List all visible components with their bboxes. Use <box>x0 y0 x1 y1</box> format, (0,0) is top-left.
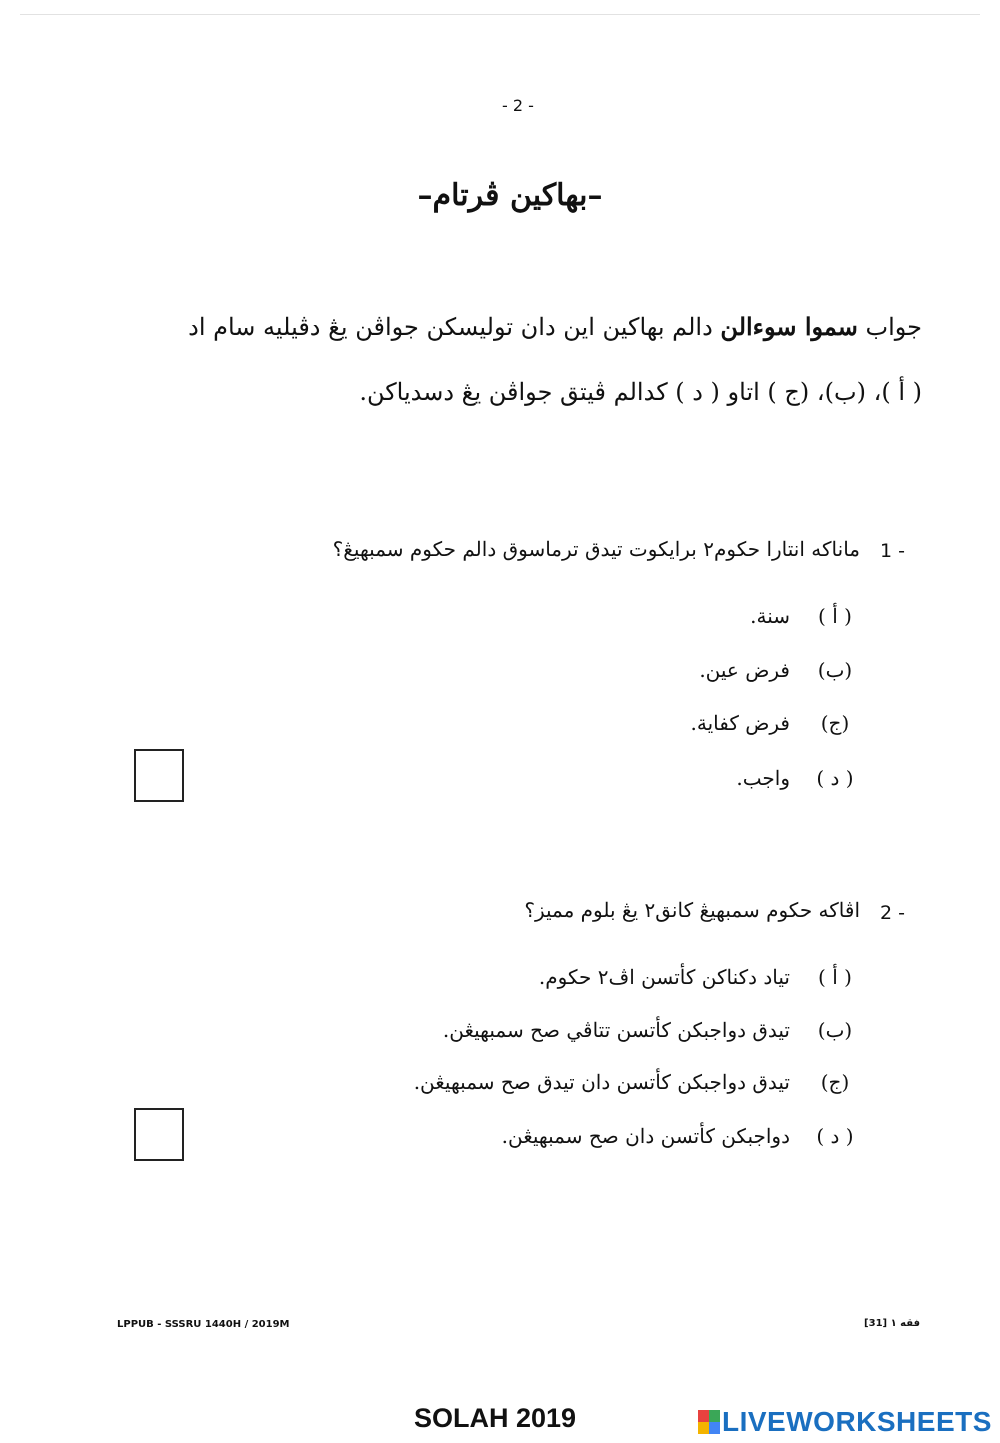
option-letter: ( أ ) <box>818 604 852 628</box>
option-text: فرض كفاية. <box>690 711 790 735</box>
option-text: سنة. <box>750 604 790 628</box>
option-letter: (ج) <box>820 711 850 735</box>
option-text: فرض عين. <box>699 658 790 682</box>
brand-name: LIVEWORKSHEETS <box>722 1406 992 1437</box>
instruction-line-2: ( أ )، (ب)، (ج ) اتاو ( د ) كدالم ڤيتق جواڤن يڠ دسدياكن. <box>359 378 922 406</box>
question-number: 2 - <box>880 902 905 924</box>
instruction-text: جواب <box>857 313 922 341</box>
question-text: اڤاكه حكوم سمبهيڠ كانق٢ يڠ بلوم مميز؟ <box>524 898 860 922</box>
option-text: واجب. <box>736 766 790 790</box>
footer-exam-code: LPPUB - SSSRU 1440H / 2019M <box>117 1319 290 1330</box>
logo-tile <box>698 1422 709 1434</box>
option-text: تيدق دواجبكن كأتسن دان تيدق صح سمبهيڠن. <box>413 1070 790 1094</box>
liveworksheets-logo-icon <box>698 1410 720 1434</box>
option-letter: ( أ ) <box>818 965 852 989</box>
question-text: ماناكه انتارا حكوم٢ برايكوت تيدق ترماسوق دالم حكوم سمبهيڠ؟ <box>332 537 860 561</box>
worksheet-title: SOLAH 2019 <box>414 1403 577 1433</box>
question-number: 1 - <box>880 540 905 562</box>
answer-box-2[interactable] <box>134 1108 184 1161</box>
option-text: دواجبكن كأتسن دان صح سمبهيڠن. <box>501 1124 790 1148</box>
top-divider <box>20 14 980 15</box>
option-letter: ( د ) <box>816 766 854 790</box>
logo-tile <box>709 1410 720 1422</box>
option-text: تياد دكناكن كأتسن اڤ٢ حكوم. <box>538 965 790 989</box>
logo-tile <box>698 1410 709 1422</box>
option-letter: ( د ) <box>816 1124 854 1148</box>
page-number: - 2 - <box>502 96 534 115</box>
answer-box-1[interactable] <box>134 749 184 802</box>
instruction-line-1 <box>122 312 922 341</box>
option-letter: (ج) <box>820 1070 850 1094</box>
option-letter: (ب) <box>817 658 853 682</box>
footer-subject-code: فقه ١ [31] <box>864 1318 920 1329</box>
liveworksheets-brand[interactable] <box>698 1405 992 1439</box>
section-title: –بهاكين ڤرتام– <box>417 178 603 213</box>
logo-tile <box>709 1422 720 1434</box>
instruction-text: دالم بهاكين اين دان توليسكن جواڤن يڠ دڤيليه سام اد <box>188 313 721 341</box>
option-text: تيدق دواجبكن كأتسن تتاڤي صح سمبهيڠن. <box>442 1018 790 1042</box>
option-letter: (ب) <box>817 1018 853 1042</box>
instruction-emphasis: سموا سوءالن <box>720 312 858 341</box>
